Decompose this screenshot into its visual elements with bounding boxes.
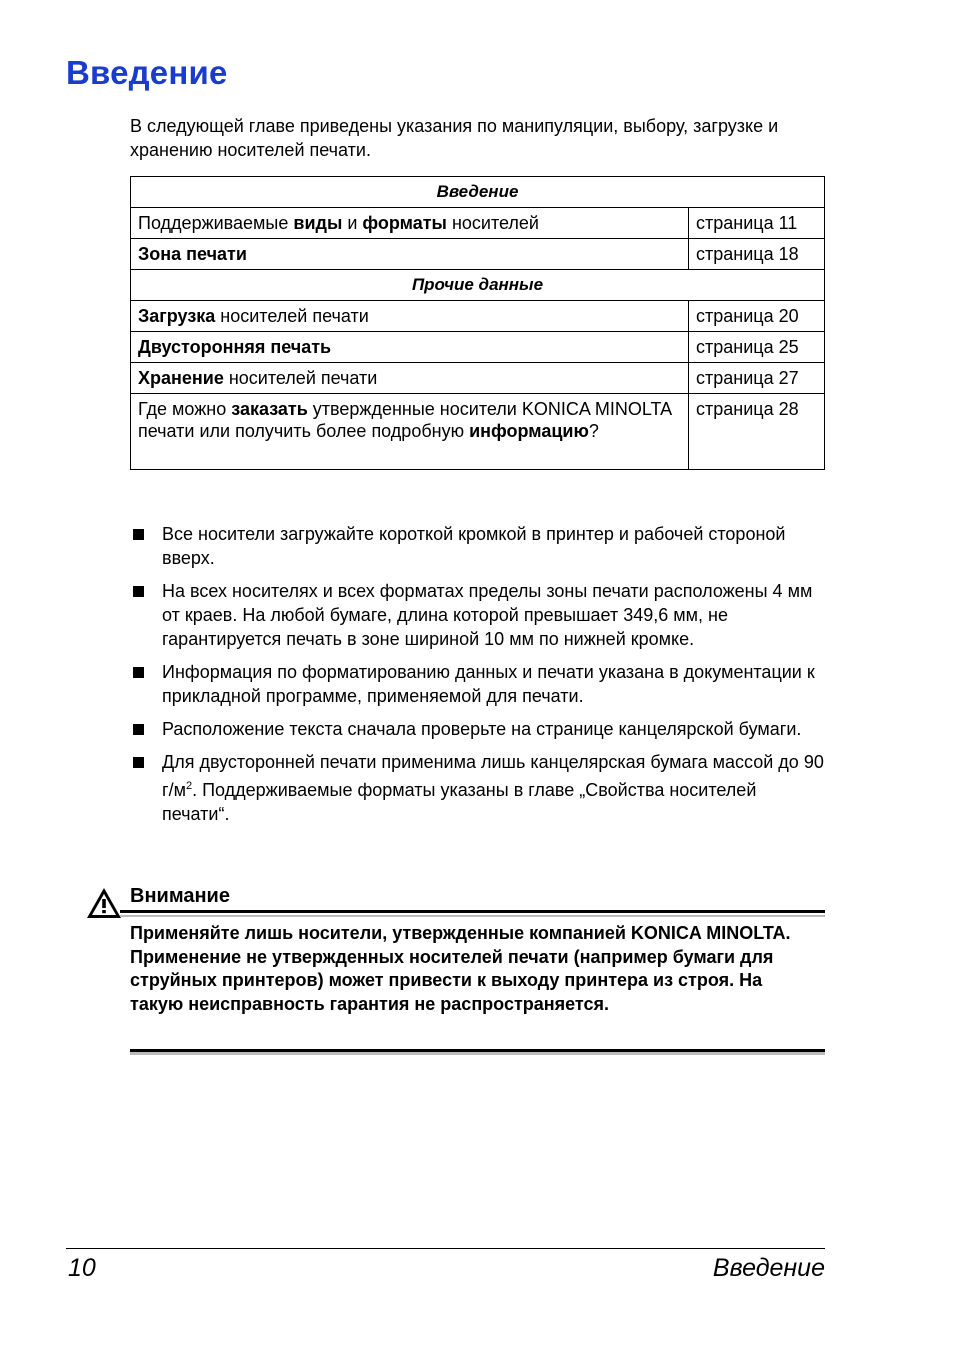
warning-title: Внимание	[130, 885, 230, 907]
list-item-text: Для двусторонней печати применима лишь канцелярская бумага массой до 90 г/м	[162, 752, 824, 800]
warning-triangle-icon	[86, 886, 122, 920]
list-item	[130, 522, 825, 570]
bullet-square-icon	[133, 586, 144, 597]
intro-paragraph: В следующей главе приведены указания по манипуляции, выбору, загрузке и хранению носителей печати.	[130, 116, 779, 160]
warning-divider	[120, 910, 825, 913]
page-reference: страница 28	[689, 394, 825, 470]
page-reference: страница 20	[689, 301, 825, 332]
superscript: 2	[185, 780, 193, 792]
contents-table	[130, 176, 825, 470]
bullet-square-icon	[133, 667, 144, 678]
table-row	[131, 301, 825, 332]
list-item	[130, 579, 825, 651]
page-reference: страница 25	[689, 332, 825, 363]
topic-text: носителей печати	[215, 306, 369, 326]
list-item-text: . Поддерживаемые форматы указаны в главе „Свойства носителей печати“.	[162, 780, 757, 824]
topic-bold-text: Загрузка	[138, 306, 216, 326]
page-title: Введение	[66, 54, 228, 91]
list-item	[130, 717, 825, 741]
list-item-text: Все носители загружайте короткой кромкой в принтер и рабочей стороной вверх.	[162, 524, 786, 568]
topic-text: Где можно	[138, 399, 232, 419]
section-row	[131, 270, 825, 301]
list-item	[130, 660, 825, 708]
page-number: 10	[68, 1254, 96, 1282]
section-heading: Прочие данные	[131, 270, 825, 301]
list-item-text: Информация по форматированию данных и печати указана в документации к прикладной программе, применяемой для печати.	[162, 662, 815, 706]
topic-bold-text: Зона печати	[138, 244, 247, 264]
bullet-square-icon	[133, 529, 144, 540]
section-row	[131, 177, 825, 208]
footer-divider	[66, 1248, 825, 1249]
topic-cell	[131, 301, 689, 332]
topic-text: носителей	[446, 213, 539, 233]
table-row	[131, 332, 825, 363]
topic-text: утвержденные носители KONICA MINOLTA печати или получить более подробную	[138, 399, 672, 441]
topic-cell	[131, 208, 689, 239]
topic-text: носителей печати	[223, 368, 378, 388]
page-reference: страница 27	[689, 363, 825, 394]
list-item-text: Расположение текста сначала проверьте на странице канцелярской бумаги.	[162, 719, 802, 739]
topic-cell	[131, 332, 689, 363]
footer-chapter-title: Введение	[712, 1254, 825, 1282]
bullet-square-icon	[133, 724, 144, 735]
table-row	[131, 208, 825, 239]
page-reference: страница 18	[689, 239, 825, 270]
topic-bold-text: информацию	[469, 421, 589, 441]
topic-text: и	[342, 213, 363, 233]
warning-bottom-rule-shadow	[130, 1052, 825, 1055]
page-reference: страница 11	[689, 208, 825, 239]
topic-cell	[131, 394, 689, 470]
topic-bold-text: Хранение	[138, 368, 224, 388]
topic-bold-text: заказать	[231, 399, 308, 419]
table-row	[131, 363, 825, 394]
section-heading: Введение	[131, 177, 825, 208]
topic-bold-text: форматы	[362, 213, 447, 233]
topic-cell	[131, 363, 689, 394]
warning-divider-shadow	[120, 915, 825, 917]
topic-cell	[131, 239, 689, 270]
warning-text: Применяйте лишь носители, утвержденные компанией KONICA MINOLTA. Применение не утвержденных носителей печати (например бумаги для струйных принтеров) может привести к выходу принтера из строя. На такую неисправность гарантия не распространяется.	[130, 923, 791, 1014]
topic-text: ?	[588, 421, 599, 441]
topic-bold-text: виды	[293, 213, 343, 233]
list-item	[130, 750, 825, 826]
list-item-text: На всех носителях и всех форматах пределы зоны печати расположены 4 мм от краев. На любой бумаге, длина которой превышает 349,6 мм, не гарантируется печать в зоне шириной 10 мм по нижней кромке.	[162, 581, 813, 649]
topic-bold-text: Двусторонняя печать	[138, 337, 332, 357]
table-row	[131, 239, 825, 270]
table-row	[131, 394, 825, 470]
bullet-square-icon	[133, 757, 144, 768]
topic-text: Поддерживаемые	[138, 213, 294, 233]
notes-list	[130, 522, 825, 835]
